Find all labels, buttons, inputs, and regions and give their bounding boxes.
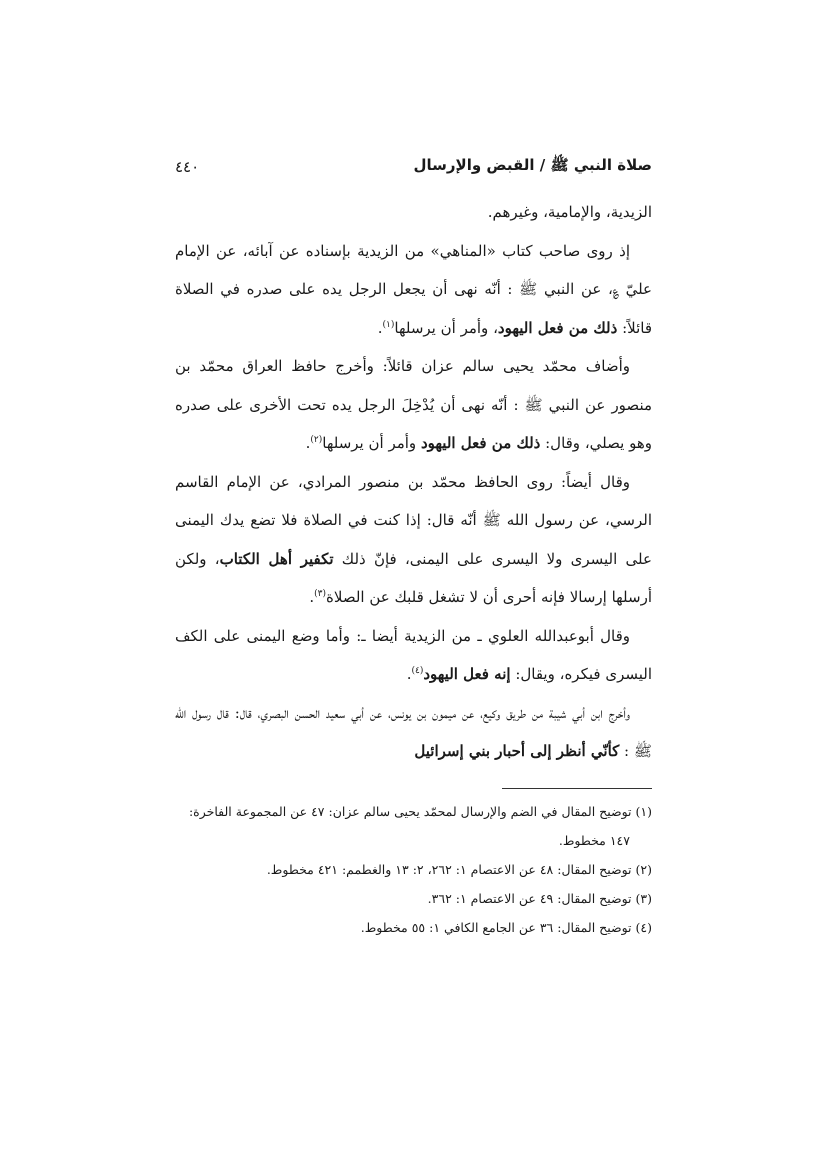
text-line: أرسلها إرسالا فإنه أحرى أن لا تشغل قلبك عن الصلاة xyxy=(326,588,652,606)
punctuation: . xyxy=(305,434,311,452)
text-line: وقال أبوعبدالله العلوي ـ من الزيدية أيضا ـ: وأما وضع اليمنى على الكف xyxy=(175,626,630,645)
footnote-1: (١) توضيح المقال في الضم والإرسال لمحمّد يحيى سالم عزان: ٤٧ عن المجموعة الفاخرة: xyxy=(188,804,652,819)
quote-emphasis: تكفير أهل الكتاب xyxy=(219,549,334,568)
footnote-3: (٣) توضيح المقال: ٤٩ عن الاعتصام ١: ٣٦٢. xyxy=(427,891,652,906)
punctuation: . xyxy=(406,665,412,683)
footnote-ref: (٢) xyxy=(310,435,323,445)
paragraph xyxy=(175,694,652,771)
main-text xyxy=(175,193,652,771)
footnote-2: (٢) توضيح المقال: ٤٨ عن الاعتصام ١: ٢٦٢، ٢: ١٣ والغطمم: ٤٢١ مخطوط. xyxy=(266,862,652,877)
text-line: الرسي، عن رسول الله ﷺ أنّه قال: إذا كنت في الصلاة فلا تضع يدك اليمنى xyxy=(175,511,652,529)
text-line: عن النبي ﷺ : أنّه نهى أن يُدْخِلَ الرجل يده تحت الأخرى على صدره وهو xyxy=(175,395,652,452)
footnotes xyxy=(175,797,652,942)
quote-emphasis: ذلك من فعل اليهود xyxy=(420,434,541,452)
footnote-4: (٤) توضيح المقال: ٣٦ عن الجامع الكافي ١: ٥٥ مخطوط. xyxy=(360,920,652,935)
running-header xyxy=(175,153,652,181)
footnote-ref: (١) xyxy=(382,319,395,330)
quote-emphasis: إنه فعل اليهود xyxy=(423,665,511,683)
page-number: ٤٤٠ xyxy=(175,158,200,176)
paragraph xyxy=(175,232,652,348)
quote-emphasis: ذلك من فعل اليهود xyxy=(497,318,618,337)
footnote-ref: (٤) xyxy=(411,666,424,676)
quote-emphasis: كأنّي أنظر إلى أحبار بني إسرائيل xyxy=(414,742,620,760)
text-line: قائلاً: xyxy=(617,318,652,337)
paragraph xyxy=(175,347,652,463)
text-line: الزيدية، والإمامية، وغيرهم. xyxy=(487,203,652,221)
text-line: عليّ ؏، عن النبي ﷺ : أنّه نهى أن يجعل الرجل يده على صدره في الصلاة xyxy=(175,280,652,298)
header-title: صلاة النبي ﷺ / القبض والإرسال xyxy=(413,156,652,174)
text-line: إذ روى صاحب كتاب «المناهي» من الزيدية بإسناده عن آبائه، عن الإمام xyxy=(175,241,630,260)
text-line: وأضاف محمّد يحيى سالم عزان قائلاً: وأخرج حافظ العراق محمّد بن منصور xyxy=(175,357,652,414)
text-line: اليسرى فيكره، ويقال: xyxy=(510,665,652,683)
text-line: الحسن البصري، قال: قال رسول الله ﷺ : xyxy=(175,703,652,760)
text-line: وأمر أن يرسلها xyxy=(322,434,421,452)
footnote-ref: (٣) xyxy=(314,589,327,599)
punctuation: . xyxy=(377,318,383,337)
footnote-1-continuation: ١٤٧ مخطوط. xyxy=(558,833,630,848)
punctuation: . xyxy=(309,588,315,606)
text-line: ، وأمر أن يرسلها xyxy=(394,318,498,337)
text-line: يصلي، وقال: xyxy=(540,434,625,452)
footnote-separator xyxy=(502,788,652,789)
text-line: وقال أيضاً: روى الحافظ محمّد بن منصور المرادي، عن الإمام القاسم xyxy=(175,472,630,491)
paragraph xyxy=(175,463,652,617)
text-line: ، ولكن xyxy=(175,549,220,568)
paragraph xyxy=(175,617,652,694)
text-line: وأخرج ابن أبي شيبة من طريق وكيع، عن ميمون بن يونس، عن أبي سعيد xyxy=(325,703,630,722)
text-line: على اليسرى ولا اليسرى على اليمنى، فإنّ ذلك xyxy=(333,549,652,568)
